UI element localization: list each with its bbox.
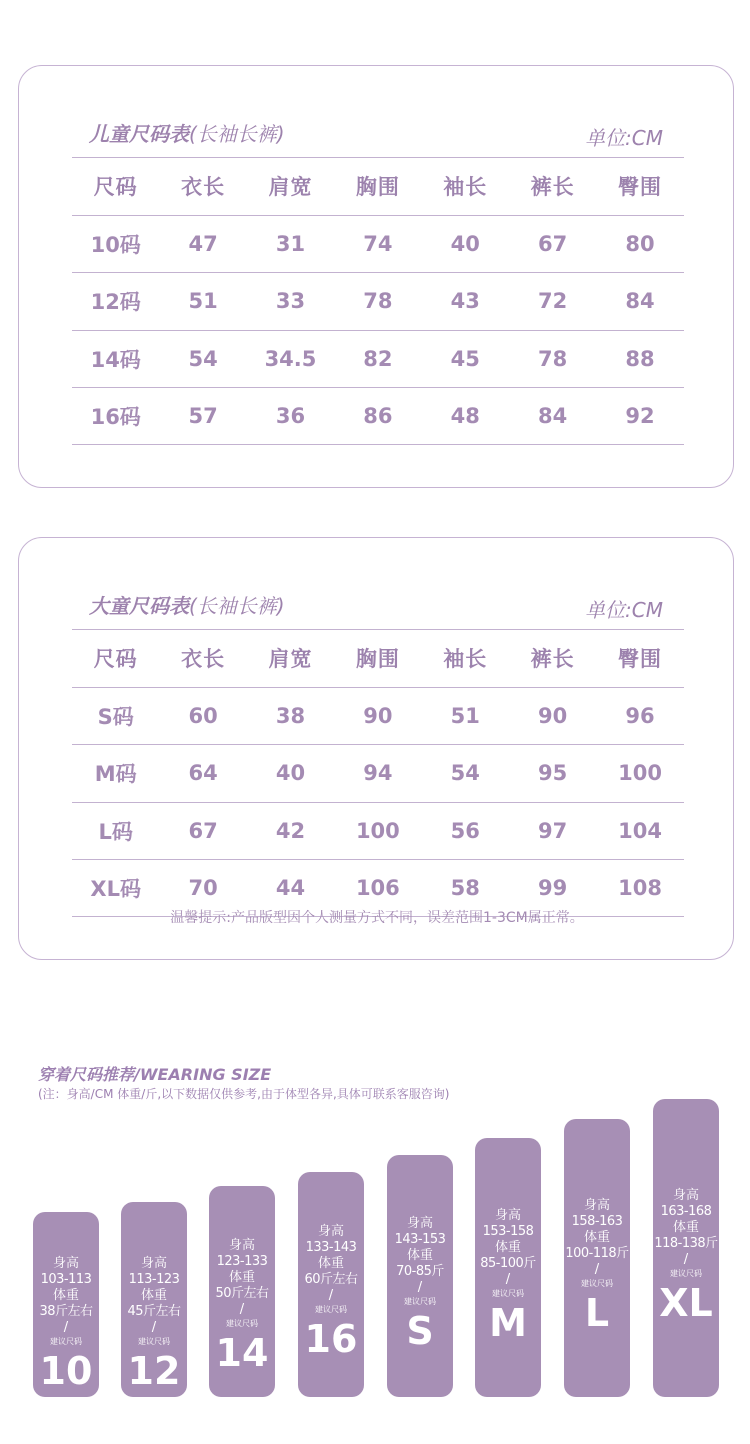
measurement-tip: 温馨提示:产品版型因个人测量方式不同，误差范围1-3CM属正常。 [170, 910, 584, 926]
table-cell: 56 [450, 818, 480, 843]
height-range: 163-168 [660, 1204, 712, 1219]
recommended-size: 14 [215, 1331, 269, 1375]
height-range: 103-113 [40, 1272, 92, 1287]
weight-range: 50斤左右 [215, 1286, 269, 1301]
big-kids-size-table [72, 629, 684, 917]
table-cell: 12码 [90, 290, 141, 315]
big-kids-size-chart-card [18, 537, 734, 960]
table-cell: 36 [275, 403, 306, 428]
table-cell: 54 [450, 761, 480, 786]
big-kids-chart-unit: 单位:CM [585, 598, 663, 622]
table-cell: 72 [538, 289, 568, 314]
recommended-size-label: 建议尺码 [670, 1269, 702, 1278]
table-cell: 51 [450, 703, 480, 728]
wearing-size-note: (注：身高/CM 体重/斤,以下数据仅供参考,由于体型各异,具体可联系客服咨询) [38, 1087, 450, 1101]
big-kids-chart-subtitle: (长袖长裤) [189, 594, 285, 618]
table-header-row [72, 157, 684, 215]
table-cell: 84 [538, 403, 568, 428]
height-label: 身高 [317, 1224, 344, 1239]
weight-label: 体重 [583, 1230, 610, 1245]
recommended-size-label: 建议尺码 [226, 1319, 258, 1328]
table-cell: 80 [625, 231, 655, 256]
divider-slash: / [63, 1320, 69, 1335]
table-row [72, 744, 684, 802]
table-cell: 99 [538, 875, 568, 900]
table-cell: 38 [275, 703, 306, 728]
table-cell: 58 [450, 875, 480, 900]
header-cell: 尺码 [93, 647, 138, 672]
header-cell: 袖长 [443, 175, 488, 200]
header-cell: 肩宽 [268, 175, 313, 200]
size-card-12 [121, 1202, 187, 1397]
table-cell: 31 [275, 231, 306, 256]
table-cell: 67 [188, 818, 218, 843]
table-cell: 92 [625, 403, 655, 428]
table-cell: 84 [625, 289, 655, 314]
big-kids-chart-title-text: 大童尺码表 [89, 594, 189, 618]
divider-slash: / [594, 1262, 600, 1277]
weight-range: 70-85斤 [396, 1264, 444, 1279]
size-card-s [387, 1155, 453, 1397]
table-cell: 104 [618, 818, 662, 843]
divider-slash: / [239, 1302, 245, 1317]
table-cell: 74 [363, 231, 393, 256]
table-cell: 94 [363, 761, 393, 786]
header-cell: 衣长 [181, 175, 226, 200]
table-row [72, 802, 684, 860]
table-cell: 64 [188, 761, 218, 786]
recommended-size-label: 建议尺码 [315, 1305, 347, 1314]
divider-slash: / [151, 1320, 157, 1335]
recommended-size-label: 建议尺码 [404, 1297, 436, 1306]
divider-slash: / [328, 1288, 334, 1303]
table-cell: 44 [275, 875, 306, 900]
table-cell: 60 [188, 703, 218, 728]
table-cell: 43 [450, 289, 480, 314]
recommended-size: 16 [304, 1317, 358, 1361]
table-cell: 78 [363, 289, 393, 314]
size-card-m [475, 1138, 541, 1397]
table-cell: 100 [355, 818, 400, 843]
kids-chart-title-text: 儿童尺码表 [89, 122, 189, 146]
table-cell: M码 [94, 762, 137, 787]
wearing-size-title: 穿着尺码推荐/WEARING SIZE [38, 1065, 272, 1084]
table-cell: 40 [275, 761, 306, 786]
table-cell: 42 [275, 818, 306, 843]
kids-chart-title [89, 118, 285, 147]
table-cell: S码 [97, 704, 134, 729]
table-cell: 16码 [90, 404, 141, 429]
height-label: 身高 [228, 1238, 255, 1253]
header-cell: 裤长 [530, 647, 575, 672]
table-cell: 86 [363, 403, 393, 428]
table-cell: 70 [188, 875, 218, 900]
size-card-16 [298, 1172, 364, 1397]
table-row [72, 387, 684, 445]
big-kids-chart-title [89, 590, 285, 619]
table-row [72, 687, 684, 745]
header-cell: 胸围 [355, 647, 400, 672]
kids-chart-subtitle: (长袖长裤) [189, 122, 285, 146]
table-row [72, 215, 684, 273]
table-cell: 90 [538, 703, 568, 728]
height-label: 身高 [583, 1198, 610, 1213]
weight-label: 体重 [52, 1288, 79, 1303]
kids-size-table [72, 157, 684, 445]
size-card-10 [33, 1212, 99, 1397]
table-cell: 106 [355, 875, 400, 900]
weight-range: 100-118斤 [565, 1246, 629, 1261]
size-card-l [564, 1119, 630, 1397]
table-cell: 34.5 [264, 346, 317, 371]
kids-size-chart-card [18, 65, 734, 488]
header-cell: 尺码 [93, 175, 138, 200]
table-header-row [72, 629, 684, 687]
table-cell: 95 [538, 761, 568, 786]
header-cell: 臀围 [618, 175, 663, 200]
recommended-size: XL [659, 1281, 713, 1325]
recommended-size-label: 建议尺码 [492, 1289, 524, 1298]
header-cell: 衣长 [181, 647, 226, 672]
weight-range: 45斤左右 [127, 1304, 181, 1319]
height-range: 158-163 [571, 1214, 623, 1229]
weight-label: 体重 [672, 1220, 699, 1235]
table-cell: 57 [188, 403, 218, 428]
table-cell: 97 [538, 818, 568, 843]
weight-range: 85-100斤 [480, 1256, 536, 1271]
table-cell: 88 [625, 346, 655, 371]
height-range: 143-153 [394, 1232, 446, 1247]
recommended-size-label: 建议尺码 [138, 1337, 170, 1346]
header-cell: 胸围 [355, 175, 400, 200]
table-cell: 82 [363, 346, 393, 371]
recommended-size-label: 建议尺码 [50, 1337, 82, 1346]
table-cell: 100 [618, 761, 662, 786]
divider-slash: / [417, 1280, 423, 1295]
height-range: 113-123 [128, 1272, 180, 1287]
divider-slash: / [505, 1272, 511, 1287]
height-label: 身高 [52, 1256, 79, 1271]
recommended-size: M [489, 1301, 527, 1345]
recommended-size: 10 [39, 1349, 93, 1393]
weight-label: 体重 [406, 1248, 433, 1263]
weight-label: 体重 [228, 1270, 255, 1285]
table-cell: 78 [538, 346, 568, 371]
recommended-size: 12 [127, 1349, 181, 1393]
recommended-size: S [406, 1309, 434, 1353]
table-cell: 108 [618, 875, 662, 900]
table-cell: 45 [450, 346, 480, 371]
table-cell: 90 [363, 703, 393, 728]
height-range: 133-143 [305, 1240, 357, 1255]
height-range: 153-158 [482, 1224, 534, 1239]
recommended-size-label: 建议尺码 [581, 1279, 613, 1288]
table-cell: 67 [538, 231, 568, 256]
table-cell: XL码 [90, 876, 141, 901]
recommended-size: L [584, 1291, 610, 1335]
weight-range: 60斤左右 [304, 1272, 358, 1287]
height-label: 身高 [406, 1216, 433, 1231]
table-cell: 48 [450, 403, 480, 428]
header-cell: 袖长 [443, 647, 488, 672]
weight-label: 体重 [317, 1256, 344, 1271]
table-cell: 51 [188, 289, 218, 314]
height-label: 身高 [672, 1188, 699, 1203]
table-row [72, 272, 684, 330]
table-cell: 10码 [90, 232, 141, 257]
table-cell: L码 [98, 819, 133, 844]
table-cell: 96 [625, 703, 655, 728]
kids-chart-unit: 单位:CM [585, 126, 663, 150]
header-cell: 裤长 [530, 175, 575, 200]
table-cell: 47 [188, 231, 218, 256]
table-cell: 54 [188, 346, 218, 371]
height-range: 123-133 [216, 1254, 268, 1269]
height-label: 身高 [140, 1256, 167, 1271]
height-label: 身高 [494, 1208, 521, 1223]
weight-range: 118-138斤 [654, 1236, 718, 1251]
table-cell: 33 [275, 289, 306, 314]
table-cell: 14码 [90, 347, 141, 372]
weight-range: 38斤左右 [39, 1304, 93, 1319]
table-cell: 40 [450, 231, 480, 256]
header-cell: 臀围 [618, 647, 663, 672]
size-card-xl [653, 1099, 719, 1397]
header-cell: 肩宽 [268, 647, 313, 672]
table-row [72, 330, 684, 388]
weight-label: 体重 [494, 1240, 521, 1255]
weight-label: 体重 [140, 1288, 167, 1303]
size-card-14 [209, 1186, 275, 1397]
divider-slash: / [683, 1252, 689, 1267]
